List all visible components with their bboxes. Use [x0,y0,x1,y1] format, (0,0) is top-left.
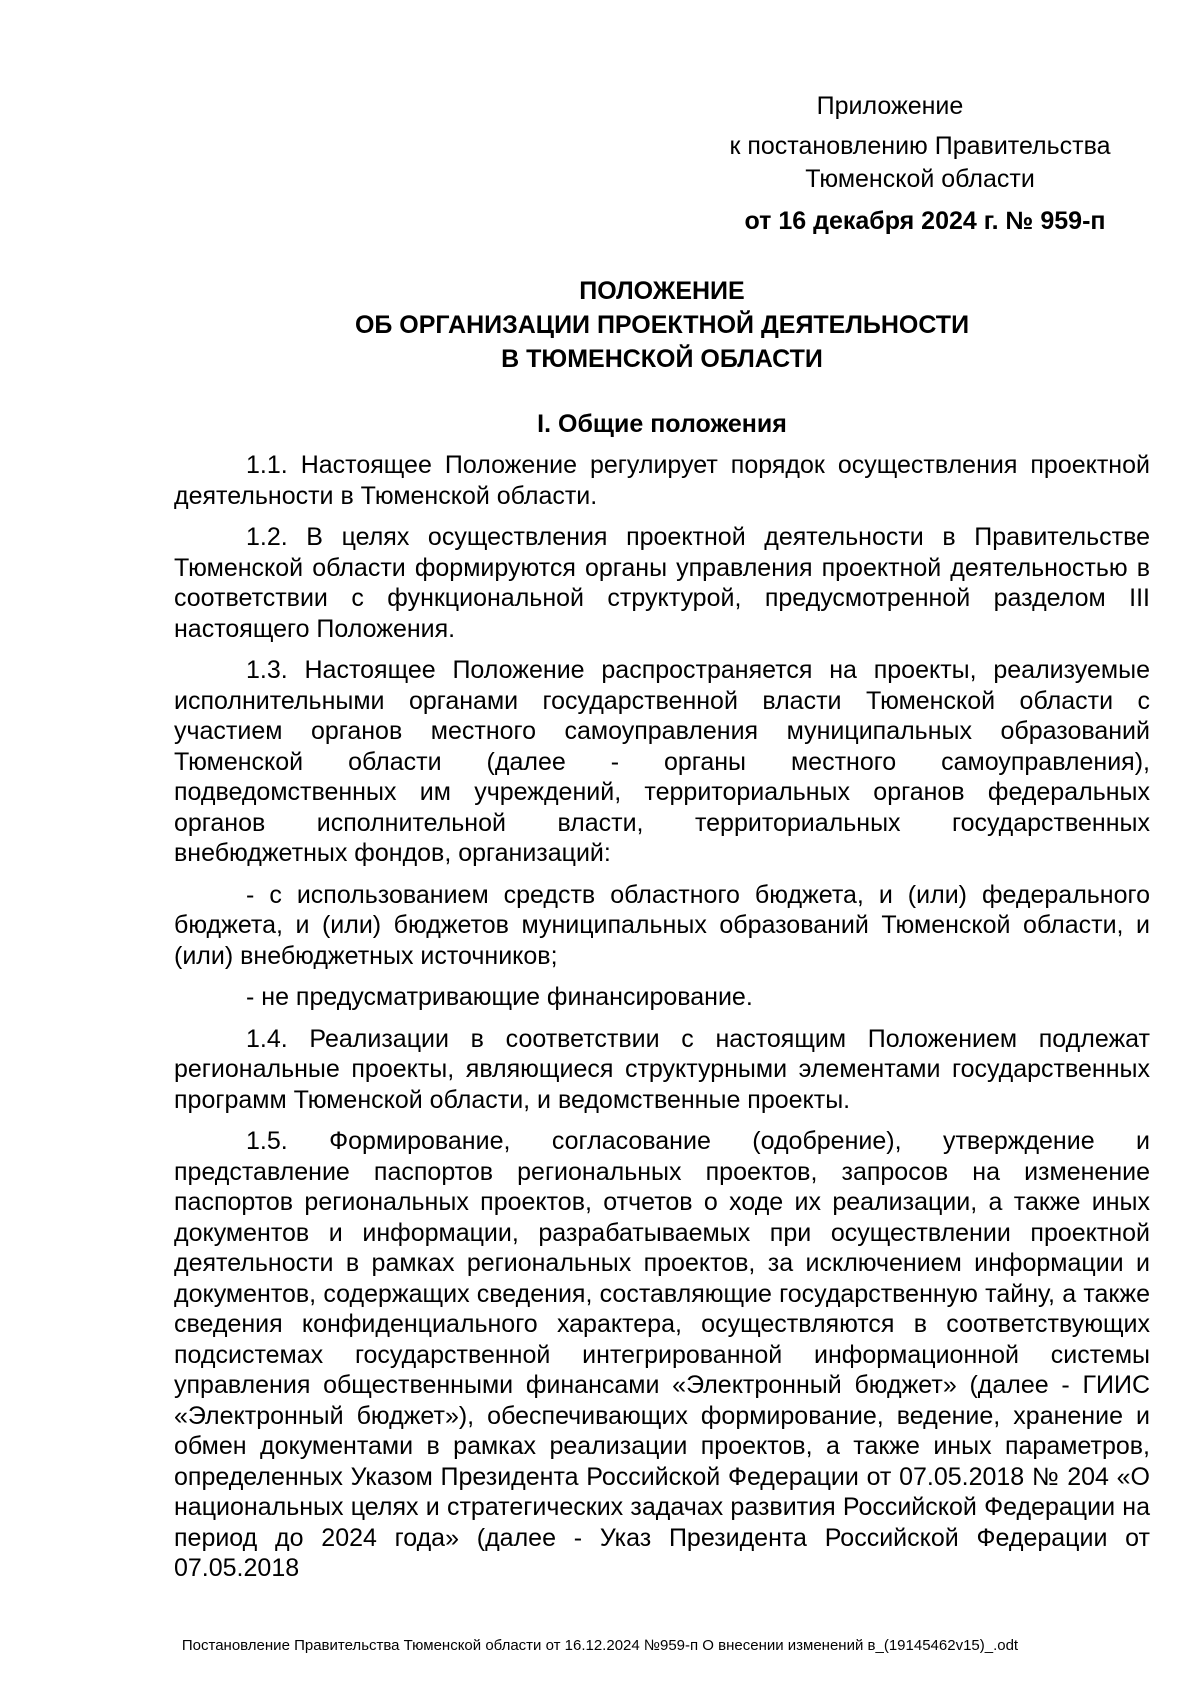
paragraph-bullet-funded: - с использованием средств областного бюджета, и (или) федерального бюджета, и (или) бюджетов муниципальных образований Тюменской области, и (или) внебюджетных источников; [174,880,1150,970]
paragraph-1-1: 1.1. Настоящее Положение регулирует порядок осуществления проектной деятельности в Тюменской области. [174,451,1150,510]
decree-reference: от 16 декабря 2024 г. № 959-п [744,207,1106,235]
appendix-reference-line1: к постановлению Правительства [729,132,1111,160]
title-line3: В ТЮМЕНСКОЙ ОБЛАСТИ [501,345,823,373]
paragraph-1-3: 1.3. Настоящее Положение распространяется на проекты, реализуемые исполнительными органами государственной власти Тюменской области с участием органов местного самоуправления муниципальных образований Тюменской области (далее - органы местного самоуправления), подведомственных им учреждений, территориальных органов федеральных органов исполнительной власти, территориальных государственных внебюджетных фондов, организаций: [174,656,1150,867]
paragraph-bullet-unfunded: - не предусматривающие финансирование. [246,983,753,1011]
document-title [174,274,1150,376]
appendix-reference-line2: Тюменской области [805,165,1035,193]
paragraph-1-5: 1.5. Формирование, согласование (одобрение), утверждение и представление паспортов региональных проектов, запросов на изменение паспортов региональных проектов, отчетов о ходе их реализации, а также иных документов и информации, разрабатываемых при осуществлении проектной деятельности в рамках региональных проектов, за исключением информации и документов, содержащих сведения, составляющие государственную тайну, а также сведения конфиденциального характера, осуществляются в соответствующих подсистемах государственной интегрированной информационной системы управления общественными финансами «Электронный бюджет» (далее - ГИИС «Электронный бюджет»), обеспечивающих формирование, ведение, хранение и обмен документами в рамках реализации проектов, а также иных параметров, определенных Указом Президента Российской Федерации от 07.05.2018 № 204 «О национальных целях и стратегических задачах развития Российской Федерации на период до 2024 года» (далее - Указ Президента Российской Федерации от 07.05.2018 [174,1127,1150,1582]
appendix-label: Приложение [816,92,964,120]
appendix-reference [700,130,1140,196]
page-footer: Постановление Правительства Тюменской области от 16.12.2024 №959-п О внесении изменений в_(19145462v15)_.odt [181,1637,1019,1654]
document-body [174,450,1150,1595]
paragraph-1-2: 1.2. В целях осуществления проектной деятельности в Правительстве Тюменской области формируются органы управления проектной деятельностью в соответствии с функциональной структурой, предусмотренной разделом III настоящего Положения. [174,523,1150,643]
title-line1: ПОЛОЖЕНИЕ [579,277,745,305]
section-heading: I. Общие положения [537,410,787,438]
title-line2: ОБ ОРГАНИЗАЦИИ ПРОЕКТНОЙ ДЕЯТЕЛЬНОСТИ [354,311,970,339]
paragraph-1-4: 1.4. Реализации в соответствии с настоящим Положением подлежат региональные проекты, являющиеся структурными элементами государственных программ Тюменской области, и ведомственные проекты. [174,1024,1150,1114]
